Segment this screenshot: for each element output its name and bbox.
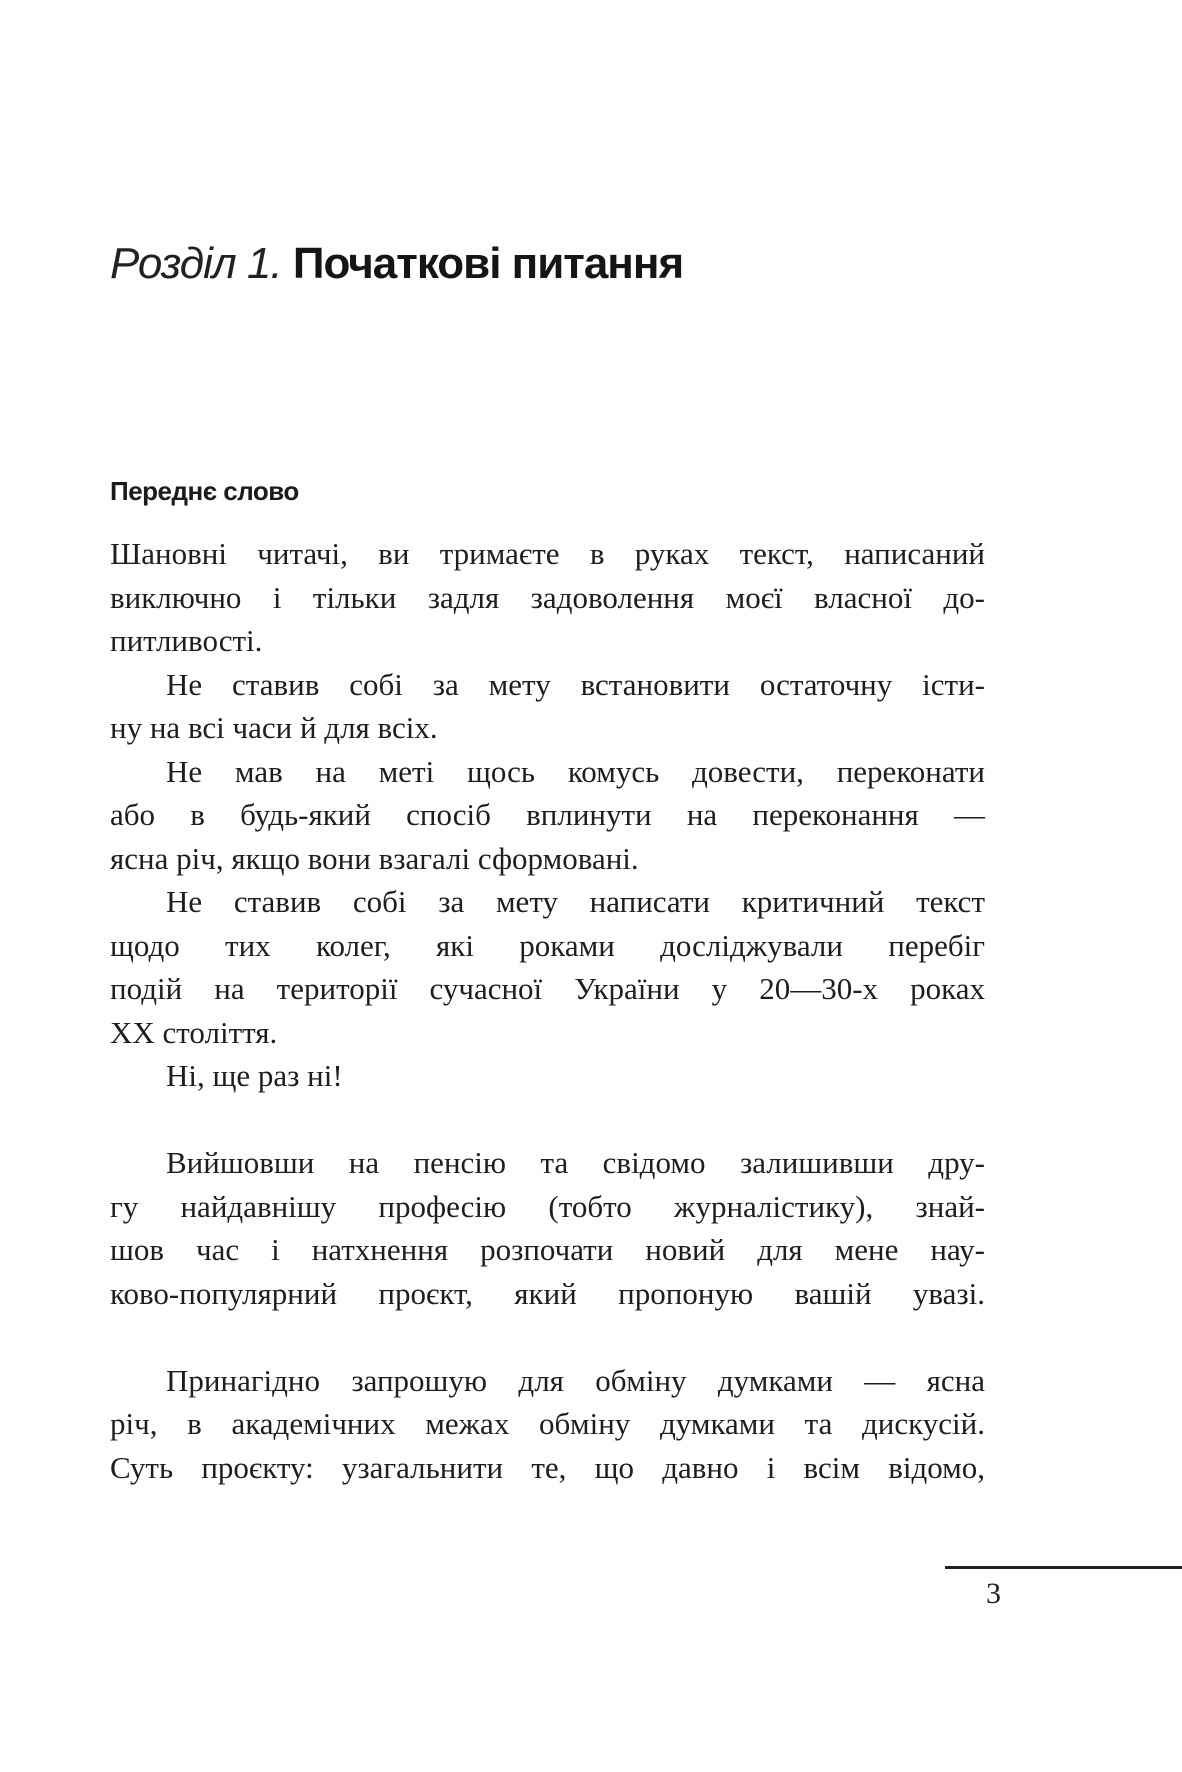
text-line: Принагідно запрошую для обміну думками — ясна <box>166 1362 985 1398</box>
section-title: Переднє слово <box>110 476 299 506</box>
text-line: питливості. <box>110 623 263 658</box>
text-line: XX століття. <box>110 1014 278 1050</box>
body-text <box>110 532 985 1489</box>
text-line: Не мав на меті щось комусь довести, переконати <box>166 753 985 789</box>
chapter-label: Розділ 1. <box>110 239 282 288</box>
chapter-heading <box>110 236 683 292</box>
text-line: або в будь-який спосіб вплинути на переконання — <box>110 797 985 832</box>
text-line: Ні, ще раз ні! <box>166 1058 343 1093</box>
text-line: Вийшовши на пенсію та свідомо залишивши дру- <box>166 1145 985 1180</box>
text-line: подій на території сучасної України у 20—30-х роках <box>110 971 985 1006</box>
page-number: 3 <box>986 1577 1001 1610</box>
paragraph-gap <box>110 1315 985 1359</box>
text-line: річ, в академічних межах обміну думками та дискусій. <box>110 1406 985 1441</box>
text-line: гу найдавнішу професію (тобто журналістику), знай- <box>110 1188 985 1224</box>
text-line: щодо тих колег, які роками досліджували перебіг <box>110 927 985 963</box>
text-line: Не ставив собі за мету написати критичний текст <box>166 884 985 919</box>
text-line: виключно і тільки задля задоволення моєї власної до- <box>110 579 985 615</box>
text-line: Суть проєкту: узагальнити те, що давно і всім відомо, <box>110 1449 985 1485</box>
text-line: шов час і натхнення розпочати новий для мене нау- <box>110 1232 985 1267</box>
text-line: ясна річ, якщо вони взагалі сформовані. <box>110 840 639 876</box>
text-line: ну на всі часи й для всіх. <box>110 710 438 745</box>
text-line: Шановні читачі, ви тримаєте в руках текст, написаний <box>110 536 985 571</box>
footer-rule <box>945 1566 1182 1569</box>
text-line: Не ставив собі за мету встановити остаточну істи- <box>166 666 985 702</box>
paragraph-gap <box>110 1098 985 1142</box>
chapter-title: Початкові питання <box>292 239 684 288</box>
text-line: ково-популярний проєкт, який пропоную вашій увазі. <box>110 1275 985 1311</box>
